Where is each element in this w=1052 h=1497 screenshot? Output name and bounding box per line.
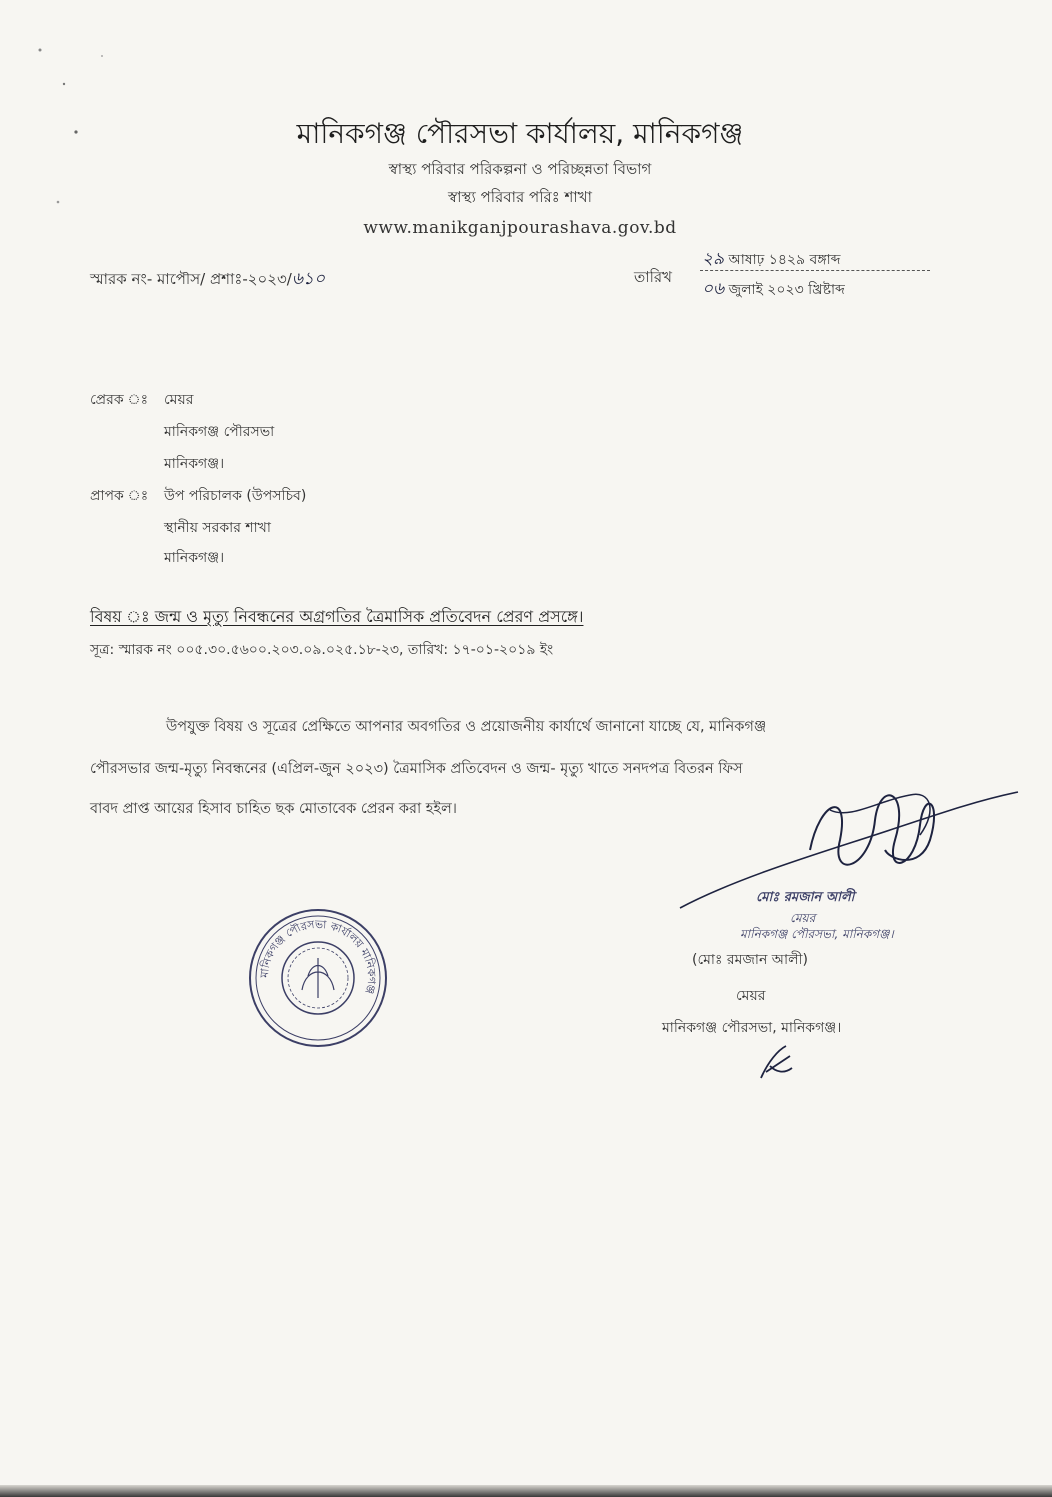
department-name: স্বাস্থ্য পরিবার পরিকল্পনা ও পরিচ্ছন্নতা বিভাগ [388, 160, 652, 178]
scan-specks [30, 40, 110, 220]
memo-ref-number: ৬১০ [291, 269, 325, 289]
office-seal [246, 906, 390, 1050]
recipient-line: স্থানীয় সরকার শাখা [164, 520, 271, 536]
reference-line: সূত্র: স্মারক নং ০০৫.৩০.৫৬০০.২০৩.০৯.০২৫.১৮-২৩, তারিখ: ১৭-০১-২০১৯ ইং [90, 642, 554, 658]
body-line: উপযুক্ত বিষয় ও সূত্রের প্রেক্ষিতে আপনার অবগতির ও প্রয়োজনীয় কার্যার্থে জানানো যাচ্ছে যে, মানিকগঞ্জ [166, 719, 767, 735]
stamp-org: মানিকগঞ্জ পৌরসভা, মানিকগঞ্জ। [740, 927, 894, 941]
initials-mark [756, 1042, 796, 1082]
subject-line: বিষয় ঃ জন্ম ও মৃত্যু নিবন্ধনের অগ্রগতির ত্রৈমাসিক প্রতিবেদন প্রেরণ প্রসঙ্গে। [90, 607, 584, 626]
branch-name: স্বাস্থ্য পরিবার পরিঃ শাখা [448, 188, 592, 206]
memo-reference [90, 266, 325, 294]
body-line: পৌরসভার জন্ম-মৃত্যু নিবন্ধনের (এপ্রিল-জুন ২০২৩) ত্রৈমাসিক প্রতিবেদন ও জন্ম- মৃত্যু খাতে সনদপত্র বিতরন ফিস [90, 761, 743, 777]
recipient-label: প্রাপক ঃ [90, 488, 149, 504]
sender-line: মানিকগঞ্জ। [164, 456, 225, 472]
office-title: মানিকগঞ্জ পৌরসভা কার্যালয়, মানিকগঞ্জ [296, 117, 744, 150]
website-url: www.manikganjpourashava.gov.bd [363, 218, 677, 238]
stamp-name: মোঃ রমজান আলী [756, 890, 855, 905]
scan-bottom-edge [0, 1485, 1052, 1497]
date-english-rest: জুলাই ২০২৩ খ্রিষ্টাব্দ [728, 282, 845, 298]
date-english [702, 276, 845, 304]
body-line: বাবদ প্রাপ্ত আয়ের হিসাব চাহিত ছক মোতাবেক প্রেরন করা হইল। [90, 801, 457, 817]
signatory-name: (মোঃ রমজান আলী) [692, 952, 808, 968]
date-bangla-day: ২৯ [702, 249, 725, 269]
date-divider [700, 270, 930, 271]
date-english-day: ০৬ [702, 279, 725, 299]
sender-line: মানিকগঞ্জ পৌরসভা [164, 424, 275, 440]
signatory-title: মেয়র [736, 988, 766, 1004]
stamp-title: মেয়র [790, 911, 816, 925]
memo-ref-prefix: স্মারক নং- মাপৌস/ প্রশাঃ-২০২৩/ [90, 270, 292, 288]
sender-label: প্রেরক ঃ [90, 392, 149, 408]
recipient-line: উপ পরিচালক (উপসচিব) [164, 488, 307, 504]
recipient-line: মানিকগঞ্জ। [164, 550, 225, 566]
date-bangla-rest: আষাঢ় ১৪২৯ বঙ্গাব্দ [728, 252, 841, 268]
signatory-org: মানিকগঞ্জ পৌরসভা, মানিকগঞ্জ। [662, 1020, 842, 1036]
date-label: তারিখ [634, 268, 672, 286]
seal-text: মানিকগঞ্জ পৌরসভা কার্যালয় মানিকগঞ্জ [257, 917, 379, 996]
sender-line: মেয়র [164, 392, 194, 408]
